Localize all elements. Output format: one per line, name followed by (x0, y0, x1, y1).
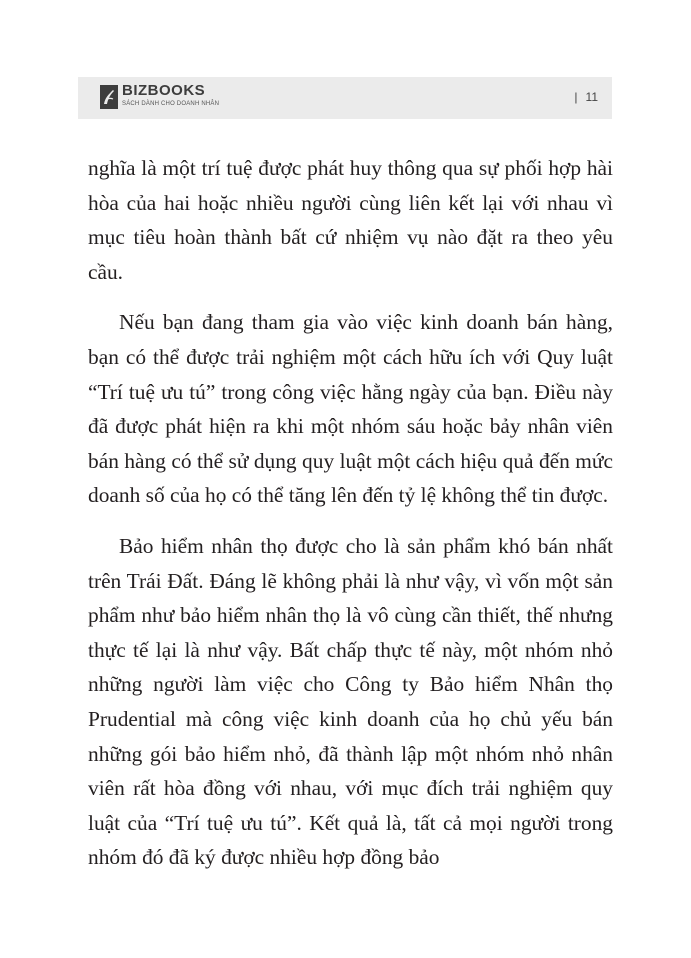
body-text (88, 151, 613, 891)
paragraph-3: Bảo hiểm nhân thọ được cho là sản phẩm khó bán nhất trên Trái Đất. Đáng lẽ không phải là như vậy, vì vốn một sản phẩm như bảo hiểm nhân thọ là vô cùng cần thiết, thế nhưng thực tế lại là như vậy. Bất chấp thực tế này, một nhóm nhỏ những người làm việc cho Công ty Bảo hiểm Nhân thọ Prudential mà công việc kinh doanh của họ chủ yếu bán những gói bảo hiểm nhỏ, đã thành lập một nhóm nhỏ nhân viên rất hòa đồng với nhau, với mục đích trải nghiệm quy luật của “Trí tuệ ưu tú”. Kết quả là, tất cả mọi người trong nhóm đó đã ký được nhiều hợp đồng bảo (88, 533, 613, 870)
bizbooks-logo-icon (100, 85, 118, 109)
brand-name: BIZBOOKS (122, 82, 206, 99)
page-number (574, 90, 598, 104)
paragraph-1: nghĩa là một trí tuệ được phát huy thông qua sự phối hợp hài hòa của hai hoặc nhiều người cùng liên kết lại với nhau vì mục tiêu hoàn thành bất cứ nhiệm vụ nào đặt ra theo yêu cầu. (88, 156, 613, 284)
running-header (78, 77, 612, 119)
page-number-separator: | (574, 90, 578, 104)
paragraph-2: Nếu bạn đang tham gia vào việc kinh doanh bán hàng, bạn có thể được trải nghiệm một cách hữu ích với Quy luật “Trí tuệ ưu tú” trong công việc hằng ngày của bạn. Điều này đã được phát hiện ra khi một nhóm sáu hoặc bảy nhân viên bán hàng có thể sử dụng quy luật một cách hiệu quả đến mức doanh số của họ có thể tăng lên đến tỷ lệ không thể tin được. (88, 310, 613, 508)
brand-tagline: SÁCH DÀNH CHO DOANH NHÂN (122, 101, 220, 107)
page-number-value: 11 (585, 90, 598, 104)
